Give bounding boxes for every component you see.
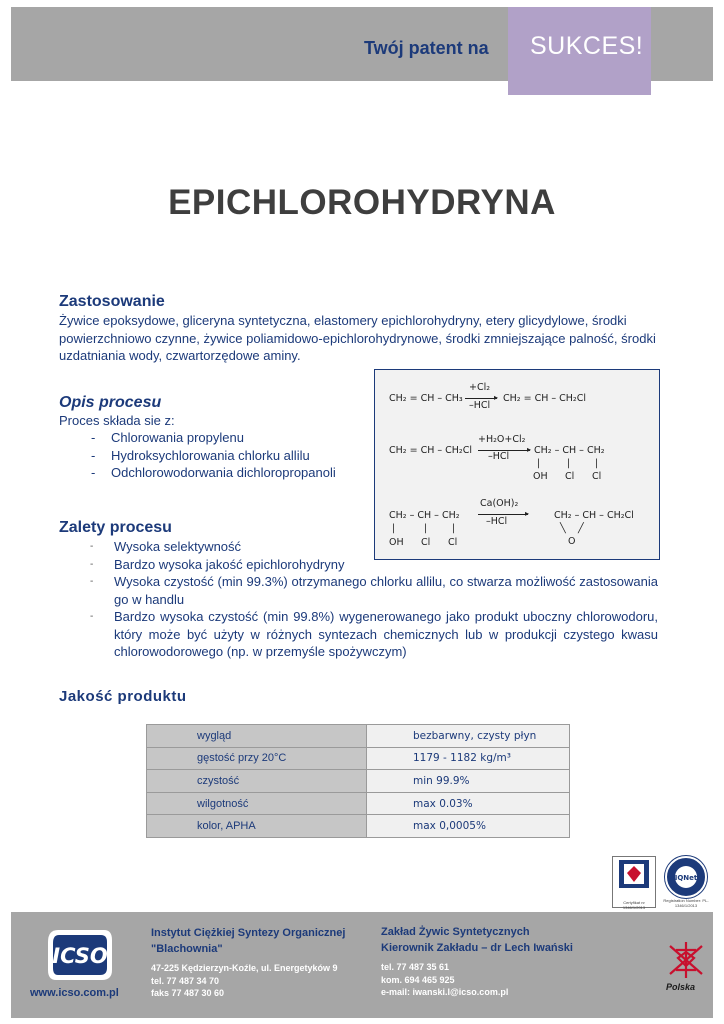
bond: |: [567, 458, 571, 469]
r3-arrowhead: ▸: [525, 509, 530, 518]
r3-right: CH₂ – CH – CH₂Cl: [554, 510, 634, 521]
website-link[interactable]: www.icso.com.pl: [30, 987, 119, 999]
page-title: EPICHLOROHYDRYNA: [168, 183, 556, 222]
epoxide-bond-right: ╱: [578, 523, 584, 534]
org-name: Instytut Ciężkiej Syntezy Organicznej: [151, 927, 346, 939]
table-row: [147, 792, 570, 815]
polska-brand-icon: [664, 940, 708, 980]
cert2-caption: Registration Number: PL-1346/1/2013: [663, 898, 709, 908]
zastosowanie-text: Żywice epoksydowe, gliceryna syntetyczna, elastomery epichlorohydryny, etery glicydylowe, środki powierzchniowo czynne, żywice poliamidowo-epichlorohydrynowe, środki zmniejszające palność, środki uzdatniania wody, czwartorzędowe aminy.: [59, 313, 656, 363]
quality-param: czystość: [147, 770, 367, 793]
table-row: [147, 725, 570, 748]
r2-sub: Cl: [592, 471, 602, 482]
opis-step: - Odchlorowodorwania dichloropropanoli: [91, 464, 336, 482]
opis-steps: [91, 429, 336, 482]
opis-step: - Chlorowania propylenu: [91, 429, 336, 447]
r2-left: CH₂ = CH – CH₂Cl: [389, 445, 473, 456]
r1-left: CH₂ = CH – CH₃: [389, 393, 463, 404]
quality-param: wygląd: [147, 725, 367, 748]
r3-left: CH₂ – CH – CH₂: [389, 510, 460, 521]
quality-value: min 99.9%: [367, 770, 570, 793]
unit-contact: [381, 961, 508, 999]
opis-heading: Opis procesu: [59, 394, 162, 411]
table-row: [147, 815, 570, 838]
r1-arrow: [465, 398, 497, 399]
svg-text:ICSO: ICSO: [52, 944, 108, 968]
r2-sub: Cl: [565, 471, 575, 482]
unit-manager: Kierownik Zakładu – dr Lech Iwański: [381, 942, 573, 954]
r1-below: –HCl: [469, 400, 491, 411]
bond: |: [392, 523, 396, 534]
quality-table: [146, 724, 570, 838]
footer-band: [11, 912, 713, 1018]
zaleta-item: - Wysoka czystość (min 99.3%) otrzymanego chlorku allilu, co stwarza możliwość zastosowania go w handlu: [90, 573, 658, 608]
r1-above: +Cl₂: [469, 382, 491, 393]
opis-intro: Proces składa sie z:: [59, 413, 175, 428]
r3-oxygen: O: [568, 536, 576, 547]
svg-text:IQNet: IQNet: [674, 874, 698, 882]
footer-unit: [381, 924, 573, 956]
unit-email[interactable]: e-mail: iwanski.l@icso.com.pl: [381, 987, 509, 997]
quality-value: max 0,0005%: [367, 815, 570, 838]
r2-sub: OH: [533, 471, 548, 482]
r3-arrow: [478, 514, 528, 515]
zastosowanie-heading: Zastosowanie: [59, 293, 165, 310]
r3-below: –HCl: [486, 516, 508, 527]
org-phone: tel. 77 487 34 70: [151, 975, 220, 986]
r3-above: Ca(OH)₂: [480, 498, 519, 509]
quality-heading: Jakość produktu: [59, 688, 187, 705]
zalety-heading: Zalety procesu: [59, 519, 172, 536]
r2-arrowhead: ▸: [527, 445, 532, 454]
r2-above: +H₂O+Cl₂: [478, 434, 526, 445]
quality-value: 1179 - 1182 kg/m³: [367, 747, 570, 770]
r2-right: CH₂ – CH – CH₂: [534, 445, 605, 456]
bond: |: [537, 458, 541, 469]
r3-sub: Cl: [448, 537, 458, 548]
unit-phone: tel. 77 487 35 61: [381, 962, 450, 972]
quality-value: bezbarwny, czysty płyn: [367, 725, 570, 748]
iqnet-globe-icon: [667, 858, 705, 896]
unit-mobile: kom. 694 465 925: [381, 974, 455, 985]
epoxide-bond-left: ╲: [560, 523, 566, 534]
iqnet-badge: [665, 856, 707, 898]
header-tagline: Twój patent na: [364, 38, 489, 58]
opis-step: - Hydroksychlorowania chlorku allilu: [91, 447, 336, 465]
sukces-text: SUKCES!: [530, 32, 644, 60]
r3-sub: Cl: [421, 537, 431, 548]
quality-param: wilgotność: [147, 792, 367, 815]
zaleta-item: - Bardzo wysoka czystość (min 99.8%) wygenerowanego jako produkt uboczny chlorowodoru, który może być użyty w różnych syntezach chemicznych lub w produkcji czystego kwasu chlorowodorowego (np. w przemyśle spożywczym): [90, 608, 658, 661]
cert1-caption: Certyfikat nr 1346/1/2013: [622, 900, 646, 910]
polska-label: Polska: [666, 982, 696, 992]
certificate-emblem-icon: [613, 857, 655, 891]
r1-right: CH₂ = CH – CH₂Cl: [503, 393, 587, 404]
zaleta-item: - Wysoka selektywność: [90, 538, 658, 556]
zalety-list: [90, 538, 658, 661]
table-row: [147, 747, 570, 770]
org-address: 47-225 Kędzierzyn-Koźle, ul. Energetyków 9: [151, 963, 338, 973]
footer-org: [151, 925, 345, 957]
org-name-line2: "Blachownia": [151, 943, 223, 955]
quality-param: gęstość przy 20°C: [147, 747, 367, 770]
bond: |: [424, 523, 428, 534]
r2-below: –HCl: [488, 451, 510, 462]
quality-param: kolor, APHA: [147, 815, 367, 838]
r1-arrowhead: ▸: [494, 393, 499, 402]
r3-sub: OH: [389, 537, 404, 548]
bond: |: [452, 523, 456, 534]
zaleta-item: - Bardzo wysoka jakość epichlorohydryny: [90, 556, 658, 574]
footer-contact: [151, 962, 338, 1000]
table-row: [147, 770, 570, 793]
quality-value: max 0.03%: [367, 792, 570, 815]
org-fax: faks 77 487 30 60: [151, 988, 225, 998]
icso-logo: [44, 928, 116, 982]
reaction-scheme: [374, 369, 660, 560]
bond: |: [595, 458, 599, 469]
unit-name: Zakład Żywic Syntetycznych: [381, 926, 530, 938]
